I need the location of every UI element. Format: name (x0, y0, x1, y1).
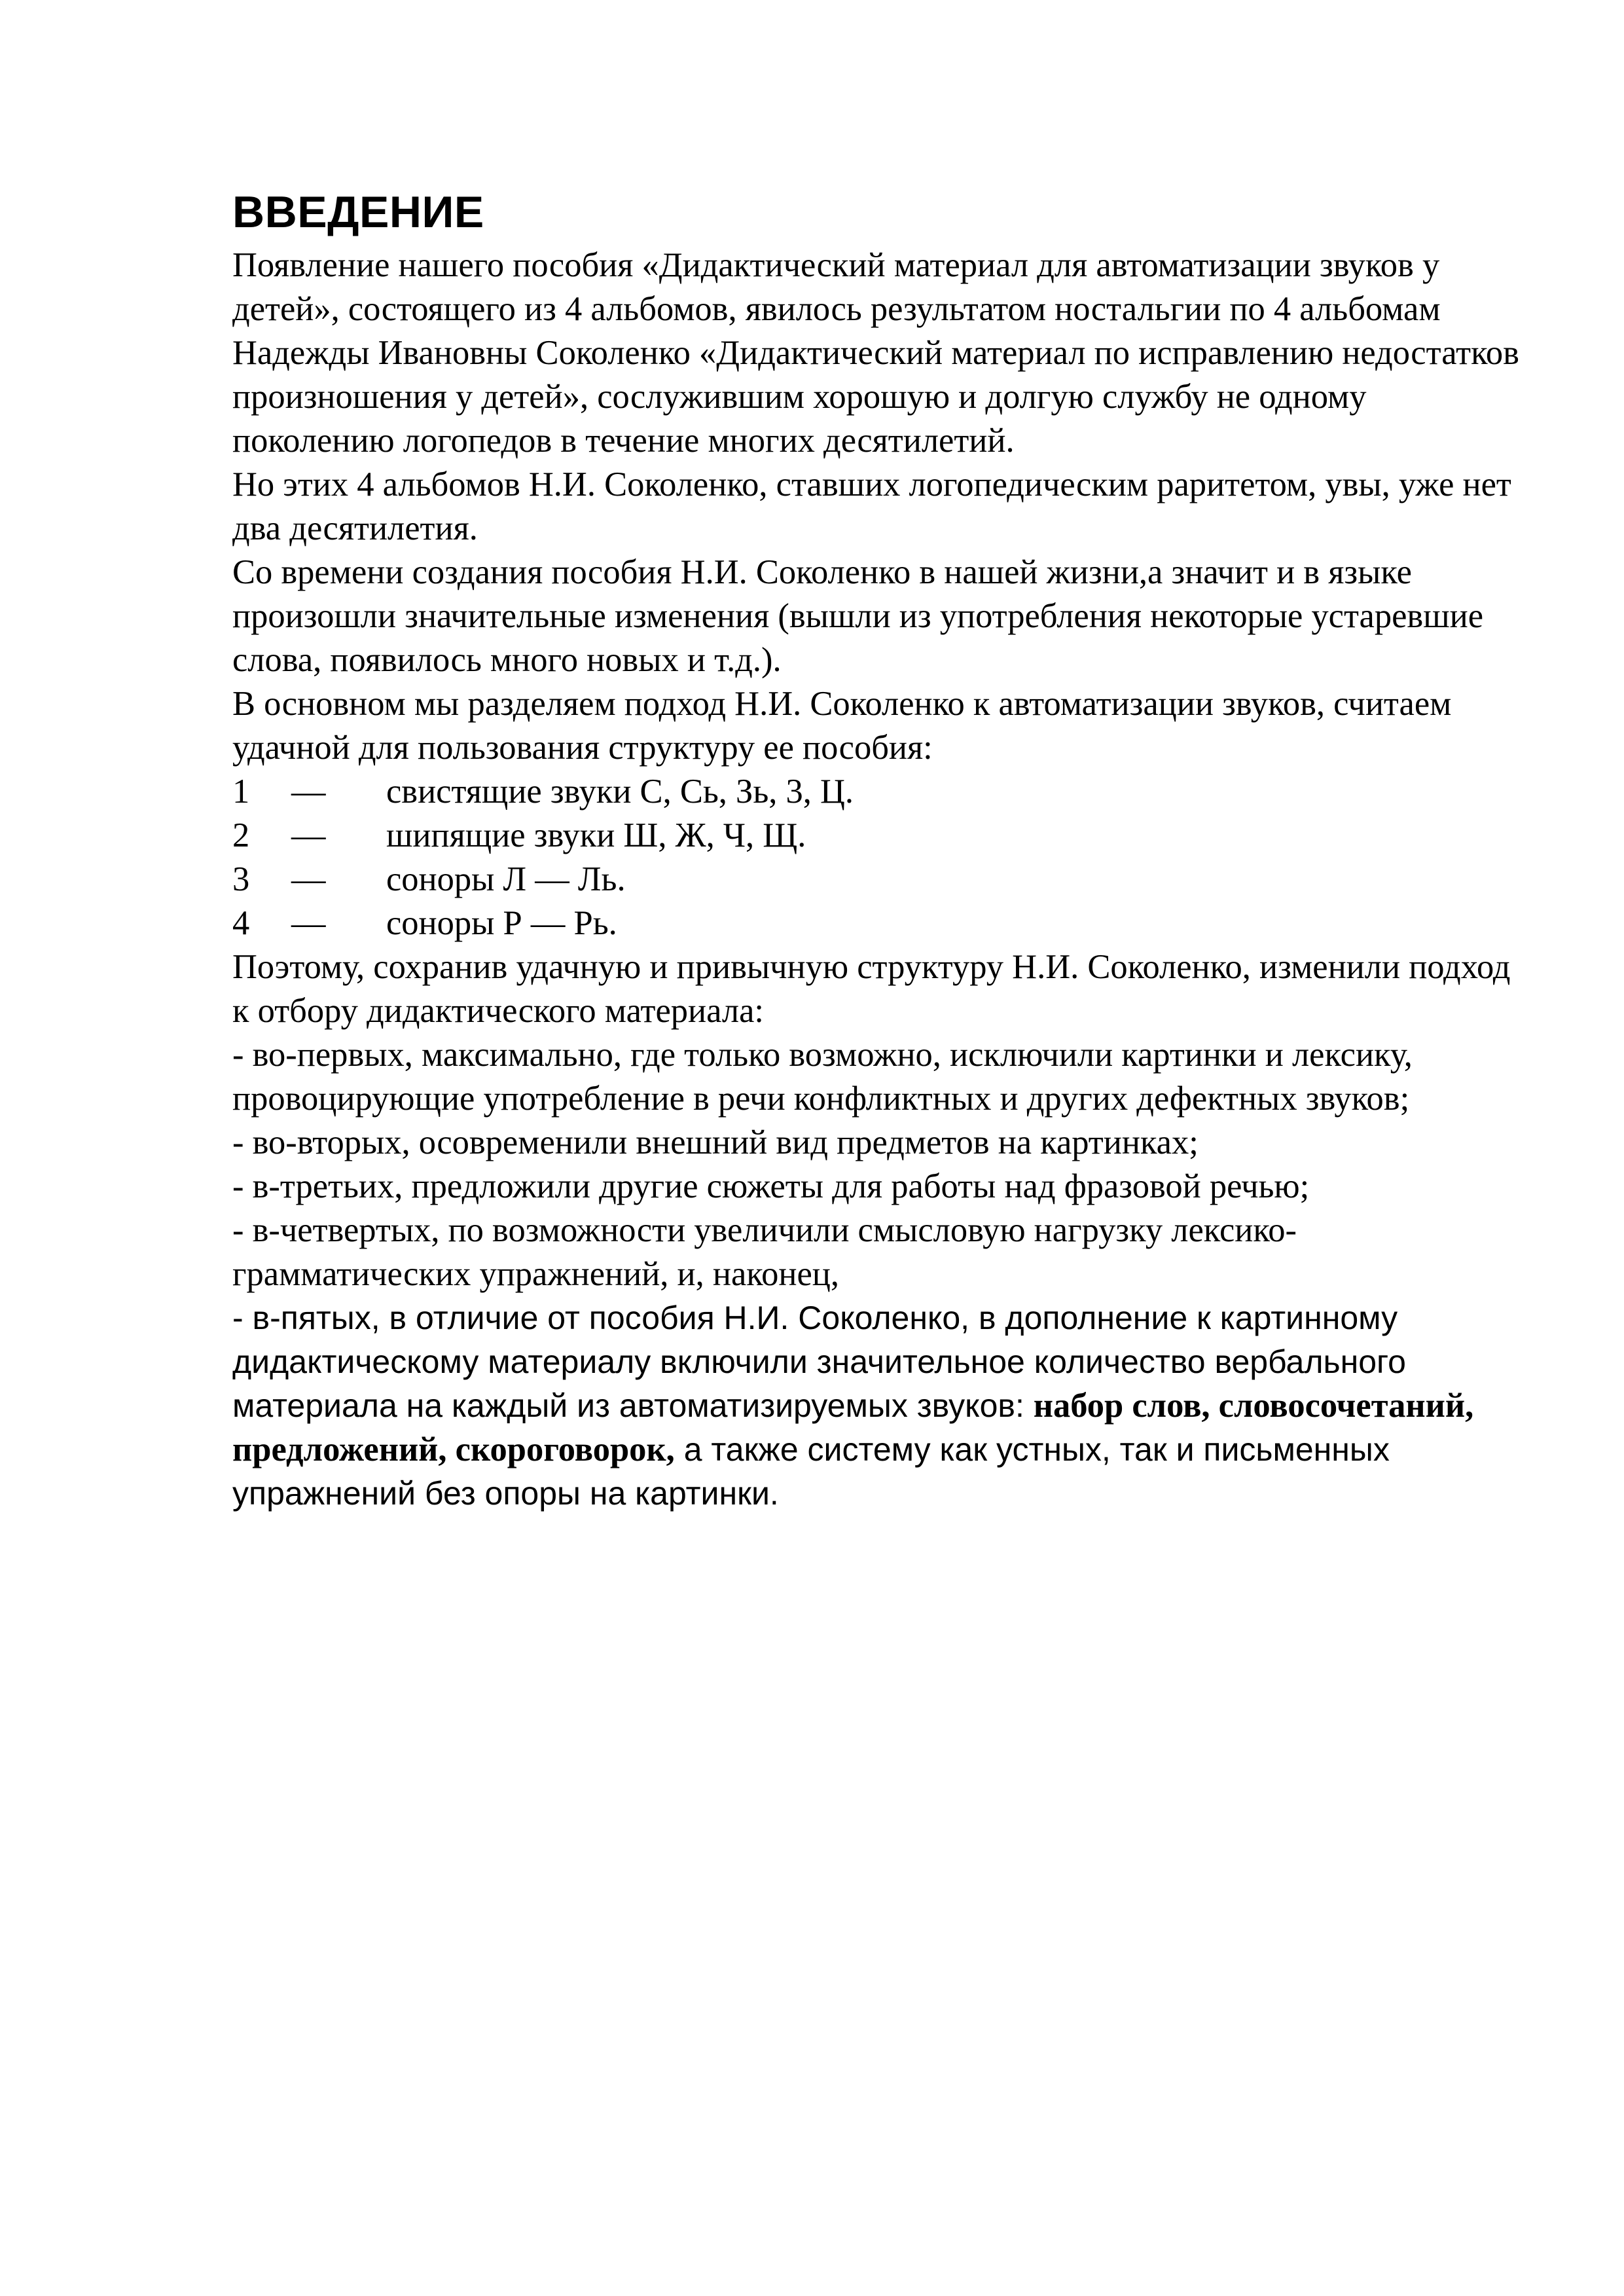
point-fifth-text: - в-пятых, в отличие от пособия Н.И. Соколенко, в дополнение к картинному дидактическому материалу включили значительное количество вербального материала на каждый из автоматизируемых звуков: (232, 1300, 1406, 1424)
paragraph-rarity: Но этих 4 альбомов Н.И. Соколенко, ставших логопедическим раритетом, увы, уже нет два десятилетия. (232, 465, 1511, 547)
list-item-dash: — (291, 904, 326, 942)
point-fourth: - в-четвертых, по возможности увеличили смысловую нагрузку лексико-грамматических упражнений, и, наконец, (232, 1211, 1297, 1293)
list-item-text: соноры Р — Рь. (386, 904, 617, 942)
list-item-text: соноры Л — Ль. (386, 860, 626, 898)
list-item (232, 770, 1528, 814)
list-item-number: 2 (232, 816, 250, 854)
list-item-number: 4 (232, 904, 250, 942)
page-title: ВВЕДЕНИЕ (232, 187, 484, 237)
document-page (232, 187, 1528, 1516)
list-item-text: свистящие звуки С, Сь, Зь, 3, Ц. (386, 773, 854, 811)
paragraph-approach: В основном мы разделяем подход Н.И. Соколенко к автоматизации звуков, считаем удачной для пользования структуру ее пособия: (232, 685, 1452, 767)
point-second: - во-вторых, осовременили внешний вид предметов на картинках; (232, 1123, 1199, 1161)
point-fifth-bold-text: набор слов, словосочетаний, предложений, скороговорок, (232, 1387, 1474, 1468)
list-item-number: 1 (232, 773, 250, 811)
point-third: - в-третьих, предложили другие сюжеты для работы над фразовой речью; (232, 1167, 1310, 1205)
point-fifth-suffix-text: а также систему как устных, так и письменных упражнений без опоры на картинки. (232, 1431, 1390, 1512)
list-item (232, 858, 1528, 902)
paragraph-changes: Со времени создания пособия Н.И. Соколенко в нашей жизни,а значит и в языке произошли значительные изменения (вышли из употребления некоторые устаревшие слова, появилось много новых и т.д.). (232, 553, 1484, 679)
list-item (232, 902, 1528, 945)
point-fifth (232, 1296, 1528, 1516)
list-item-dash: — (291, 816, 326, 854)
list-item-text: шипящие звуки Ш, Ж, Ч, Щ. (386, 816, 806, 854)
list-item-dash: — (291, 860, 326, 898)
paragraph-after-list: Поэтому, сохранив удачную и привычную структуру Н.И. Соколенко, изменили подход к отбору дидактического материала: (232, 948, 1511, 1030)
album-list (232, 770, 1528, 945)
paragraph-intro: Появление нашего пособия «Дидактический материал для автоматизации звуков у детей», состоящего из 4 альбомов, явилось результатом ностальгии по 4 альбомам Надежды Ивановны Соколенко «Дидактический материал по исправлению недостатков произношения у детей», сослужившим хорошую и долгую службу не одному поколению логопедов в течение многих десятилетий. (232, 246, 1519, 460)
list-item (232, 814, 1528, 858)
document-body (232, 244, 1528, 1516)
list-item-number: 3 (232, 860, 250, 898)
point-first: - во-первых, максимально, где только возможно, исключили картинки и лексику, провоцирующие употребление в речи конфликтных и других дефектных звуков; (232, 1036, 1413, 1118)
list-item-dash: — (291, 773, 326, 811)
